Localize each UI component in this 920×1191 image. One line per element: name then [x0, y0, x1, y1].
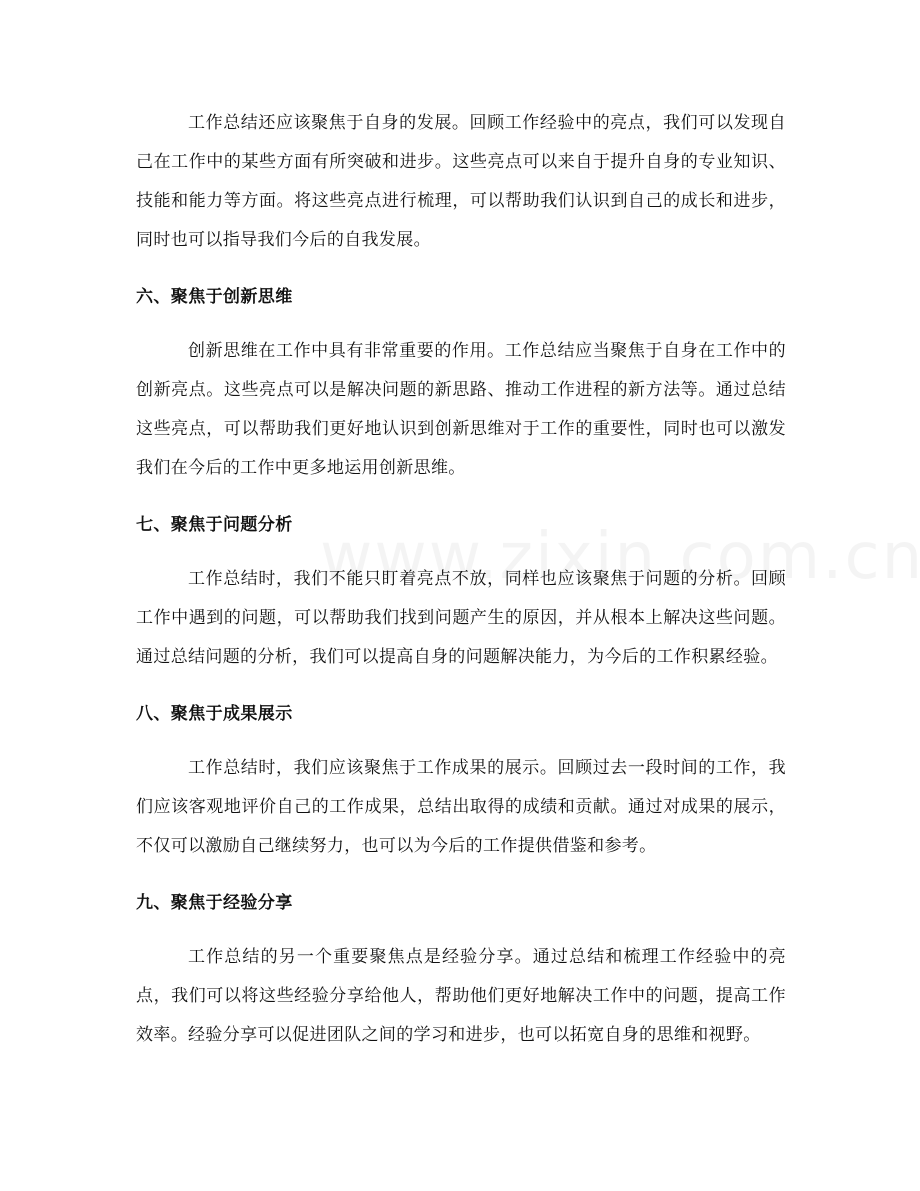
section-paragraph-results: 工作总结时，我们应该聚焦于工作成果的展示。回顾过去一段时间的工作，我们应该客观地评价自己的工作成果，总结出取得的成绩和贡献。通过对成果的展示，不仅可以激励自己继续努力，也可以为今后的工作提供借鉴和参考。 [136, 758, 786, 856]
section-paragraph-innovation: 创新思维在工作中具有非常重要的作用。工作总结应当聚焦于自身在工作中的创新亮点。这些亮点可以是解决问题的新思路、推动工作进程的新方法等。通过总结这些亮点，可以帮助我们更好地认识到创新思维对于工作的重要性，同时也可以激发我们在今后的工作中更多地运用创新思维。 [136, 341, 786, 478]
section-paragraph-problem-analysis: 工作总结时，我们不能只盯着亮点不放，同样也应该聚焦于问题的分析。回顾工作中遇到的问题，可以帮助我们找到问题产生的原因，并从根本上解决这些问题。通过总结问题的分析，我们可以提高自身的问题解决能力，为今后的工作积累经验。 [136, 569, 786, 667]
document-body [136, 104, 786, 1055]
section-heading-results: 八、聚焦于成果展示 [136, 704, 293, 724]
section-heading-innovation: 六、聚焦于创新思维 [136, 287, 293, 307]
intro-paragraph: 工作总结还应该聚焦于自身的发展。回顾工作经验中的亮点，我们可以发现自己在工作中的某些方面有所突破和进步。这些亮点可以来自于提升自身的专业知识、技能和能力等方面。将这些亮点进行梳理，可以帮助我们认识到自己的成长和进步，同时也可以指导我们今后的自我发展。 [136, 113, 786, 250]
section-heading-problem-analysis: 七、聚焦于问题分析 [136, 515, 293, 535]
section-heading-experience-sharing: 九、聚焦于经验分享 [136, 893, 293, 913]
section-paragraph-experience-sharing: 工作总结的另一个重要聚焦点是经验分享。通过总结和梳理工作经验中的亮点，我们可以将这些经验分享给他人，帮助他们更好地解决工作中的问题，提高工作效率。经验分享可以促进团队之间的学习和进步，也可以拓宽自身的思维和视野。 [136, 947, 786, 1045]
